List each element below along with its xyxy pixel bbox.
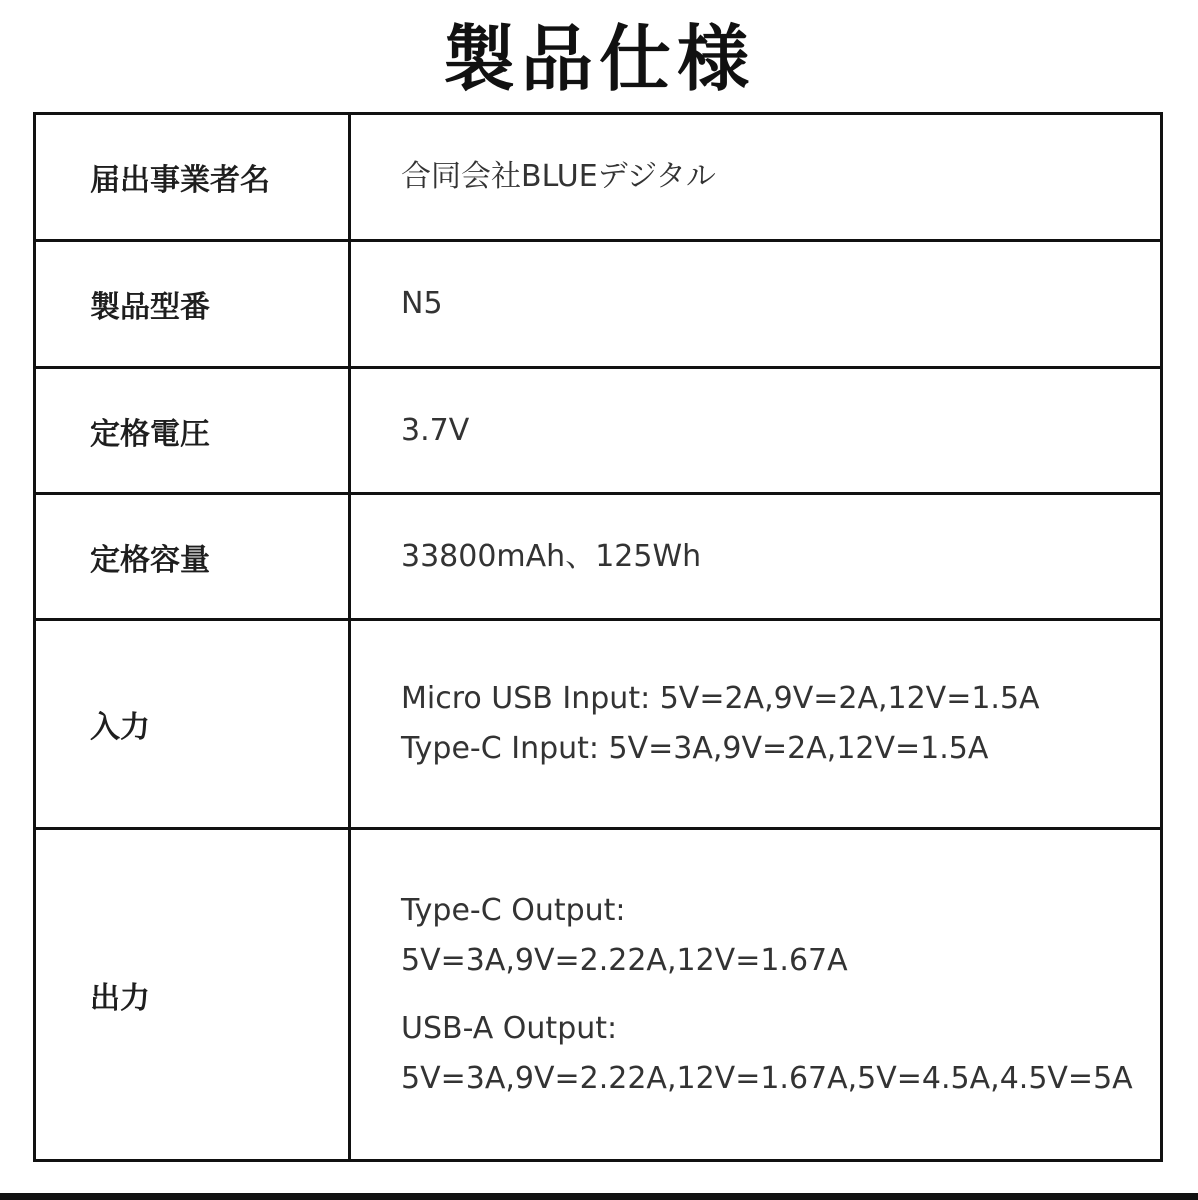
value-line: 合同会社BLUEデジタル (401, 159, 716, 194)
spacer (401, 986, 1160, 1004)
value-line: 33800mAh、125Wh (401, 538, 702, 574)
row-value-rated-voltage (351, 369, 1160, 492)
row-value-rated-capacity (351, 495, 1160, 618)
bottom-divider (0, 1193, 1198, 1200)
table-row (36, 242, 1160, 369)
table-row (36, 830, 1160, 1159)
value-line: 5V=3A,9V=2.22A,12V=1.67A (401, 942, 848, 978)
spec-table (33, 112, 1163, 1162)
row-label-rated-voltage: 定格電圧 (36, 369, 351, 492)
row-label-rated-capacity: 定格容量 (36, 495, 351, 618)
value-line: 3.7V (401, 412, 470, 448)
row-label-output: 出力 (36, 830, 351, 1159)
table-row (36, 621, 1160, 830)
row-label-manufacturer: 届出事業者名 (36, 115, 351, 239)
table-row (36, 369, 1160, 495)
table-row (36, 115, 1160, 242)
row-label-input: 入力 (36, 621, 351, 827)
row-value-input (351, 621, 1160, 827)
row-value-model (351, 242, 1160, 366)
value-line: 5V=3A,9V=2.22A,12V=1.67A,5V=4.5A,4.5V=5A (401, 1060, 1133, 1096)
value-line: Type-C Input: 5V=3A,9V=2A,12V=1.5A (401, 731, 989, 766)
table-row (36, 495, 1160, 621)
value-line: Type-C Output: (401, 892, 626, 928)
row-value-manufacturer (351, 115, 1160, 239)
row-label-model: 製品型番 (36, 242, 351, 366)
value-line: N5 (401, 286, 443, 321)
row-value-output (351, 830, 1160, 1159)
value-line: USB-A Output: (401, 1010, 618, 1046)
page-title: 製品仕様 (442, 17, 755, 101)
value-line: Micro USB Input: 5V=2A,9V=2A,12V=1.5A (401, 681, 1040, 716)
